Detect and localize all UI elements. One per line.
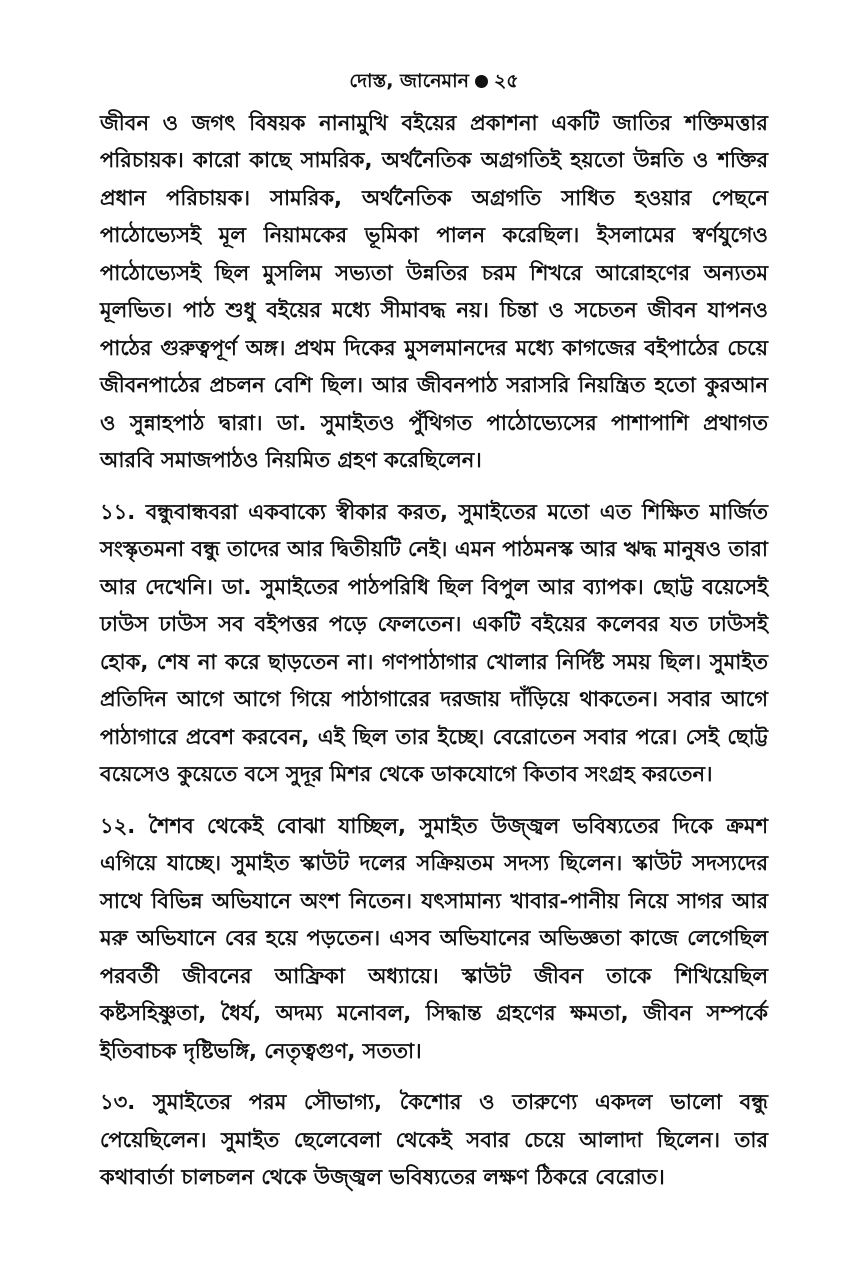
bullet-dot-icon (475, 75, 488, 88)
paragraph-intro: জীবন ও জগৎ বিষয়ক নানামুখি বইয়ের প্রকাশনা একটি জাতির শক্তিমত্তার পরিচায়ক। কারো কাছে সামরিক, অর্থনৈতিক অগ্রগতিই হয়তো উন্নতি ও শক্তির প্রধান পরিচায়ক। সামরিক, অর্থনৈতিক অগ্রগতি সাধিত হওয়ার পেছনে পাঠোভ্যেসই মূল নিয়ামকের ভূমিকা পালন করেছিল। ইসলামের স্বর্ণযুগেও পাঠোভ্যেসই ছিল মুসলিম সভ্যতা উন্নতির চরম শিখরে আরোহণের অন্যতম মূলভিত। পাঠ শুধু বইয়ের মধ্যে সীমাবদ্ধ নয়। চিন্তা ও সচেতন জীবন যাপনও পাঠের গুরুত্বপূর্ণ অঙ্গ। প্রথম দিকের মুসলমানদের মধ্যে কাগজের বইপাঠের চেয়ে জীবনপাঠের প্রচলন বেশি ছিল। আর জীবনপাঠ সরাসরি নিয়ন্ত্রিত হতো কুরআন ও সুন্নাহপাঠ দ্বারা। ডা. সুমাইতও পুঁথিগত পাঠোভ্যেসের পাশাপাশি প্রথাগত আরবি সমাজপাঠও নিয়মিত গ্রহণ করেছিলেন। (100, 110, 768, 473)
page-number: ২৫ (493, 70, 519, 92)
paragraph-13: ১৩. সুমাইতের পরম সৌভাগ্য, কৈশোর ও তারুণ্যে একদল ভালো বন্ধু পেয়েছিলেন। সুমাইত ছেলেবেলা থেকেই সবার চেয়ে আলাদা ছিলেন। তার কথাবার্তা চালচলন থেকে উজ্জ্বল ভবিষ্যতের লক্ষণ ঠিকরে বেরোত। (100, 1090, 768, 1190)
running-header (100, 70, 768, 93)
book-title: দোস্ত, জানেমান (349, 70, 469, 92)
paragraph-11: ১১. বন্ধুবান্ধবরা একবাক্যে স্বীকার করত, সুমাইতের মতো এত শিক্ষিত মার্জিত সংস্কৃতমনা বন্ধু তাদের আর দ্বিতীয়টি নেই। এমন পাঠমনস্ক আর ঋদ্ধ মানুষও তারা আর দেখেনি। ডা. সুমাইতের পাঠপরিধি ছিল বিপুল আর ব্যাপক। ছোট্ট বয়েসেই ঢাউস ঢাউস সব বইপত্তর পড়ে ফেলতেন। একটি বইয়ের কলেবর যত ঢাউসই হোক, শেষ না করে ছাড়তেন না। গণপাঠাগার খোলার নির্দিষ্ট সময় ছিল। সুমাইত প্রতিদিন আগে আগে গিয়ে পাঠাগারের দরজায় দাঁড়িয়ে থাকতেন। সবার আগে পাঠাগারে প্রবেশ করবেন, এই ছিল তার ইচ্ছে। বেরোতেন সবার পরে। সেই ছোট্ট বয়েসেও কুয়েতে বসে সুদূর মিশর থেকে ডাকযোগে কিতাব সংগ্রহ করতেন। (100, 499, 768, 787)
paragraph-12: ১২. শৈশব থেকেই বোঝা যাচ্ছিল, সুমাইত উজ্জ্বল ভবিষ্যতের দিকে ক্রমশ এগিয়ে যাচ্ছে। সুমাইত স্কাউট দলের সক্রিয়তম সদস্য ছিলেন। স্কাউট সদস্যদের সাথে বিভিন্ন অভিযানে অংশ নিতেন। যৎসামান্য খাবার-পানীয় নিয়ে সাগর আর মরু অভিযানে বের হয়ে পড়তেন। এসব অভিযানের অভিজ্ঞতা কাজে লেগেছিল পরবর্তী জীবনের আফ্রিকা অধ্যায়ে। স্কাউট জীবন তাকে শিখিয়েছিল কষ্টসহিষ্ণুতা, ধৈর্য, অদম্য মনোবল, সিদ্ধান্ত গ্রহণের ক্ষমতা, জীবন সম্পর্কে ইতিবাচক দৃষ্টিভঙ্গি, নেতৃত্বগুণ, সততা। (100, 813, 768, 1063)
book-page (100, 70, 768, 1211)
